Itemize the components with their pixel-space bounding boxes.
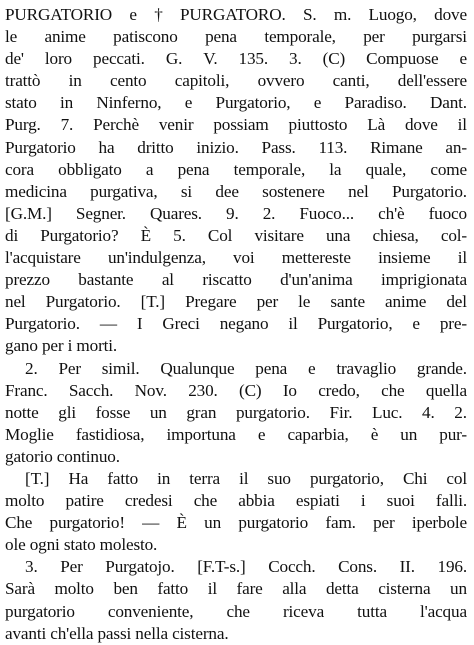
- text-line: Purg. 7. Perchè venir possiam piuttosto Là dove il: [5, 115, 467, 135]
- text-line: Moglie fastidiosa, importuna e caparbia, è un pur-: [5, 424, 467, 444]
- text-line: Franc. Sacch. Nov. 230. (C) Io credo, che quella: [5, 380, 467, 400]
- text-line: 3. Per Purgatojo. [F.T-s.] Cocch. Cons. II. 196.: [25, 557, 467, 577]
- text-line: ole ogni stato molesto.: [5, 535, 158, 555]
- text-line: medicina purgativa, si dee sostenere nel Purgatorio.: [5, 181, 467, 201]
- text-line: Che purgatorio! — È un purgatorio fam. per iperbole: [5, 513, 467, 533]
- text-line: [T.] Ha fatto in terra il suo purgatorio, Chi col: [25, 468, 467, 488]
- text-line: purgatorio conveniente, che riceva tutta l'acqua: [5, 601, 467, 621]
- text-line: l'acquistare un'indulgenza, voi mettereste insieme il: [5, 248, 467, 268]
- text-line: gatorio continuo.: [5, 446, 120, 466]
- text-line: di Purgatorio? È 5. Col visitare una chiesa, col-: [5, 225, 467, 245]
- text-line: nel Purgatorio. [T.] Pregare per le sante anime del: [5, 292, 467, 312]
- text-line: trattò in cento capitoli, ovvero canti, dell'essere: [5, 71, 467, 91]
- text-line: 2. Per simil. Qualunque pena e travaglio grande.: [25, 358, 467, 378]
- text-line: le anime patiscono pena temporale, per purgarsi: [5, 27, 467, 47]
- text-line: de' loro peccati. G. V. 135. 3. (C) Compuose e: [5, 49, 467, 69]
- text-line: Purgatorio ha dritto inizio. Pass. 113. Rimane an-: [5, 137, 467, 157]
- text-line: cora obbligato a pena temporale, la quale, come: [5, 159, 467, 179]
- text-line: prezzo bastante al riscatto d'un'anima imprigionata: [5, 270, 467, 290]
- text-line: molto patire credesi che abbia espiati i suoi falli.: [5, 491, 467, 511]
- text-line: gano per i morti.: [5, 336, 118, 356]
- text-line: PURGATORIO e † PURGATORO. S. m. Luogo, dove: [5, 5, 467, 24]
- dictionary-entry: [5, 4, 467, 645]
- text-line: avanti ch'ella passi nella cisterna.: [5, 623, 229, 643]
- text-line: notte gli fosse un gran purgatorio. Fir. Luc. 4. 2.: [5, 402, 467, 422]
- text-line: stato in Ninferno, e Purgatorio, e Paradiso. Dant.: [5, 93, 467, 113]
- text-line: Sarà molto ben fatto il fare alla detta cisterna un: [5, 579, 467, 599]
- text-line: [G.M.] Segner. Quares. 9. 2. Fuoco... ch'è fuoco: [5, 203, 467, 223]
- text-line: Purgatorio. — I Greci negano il Purgatorio, e pre-: [5, 314, 467, 334]
